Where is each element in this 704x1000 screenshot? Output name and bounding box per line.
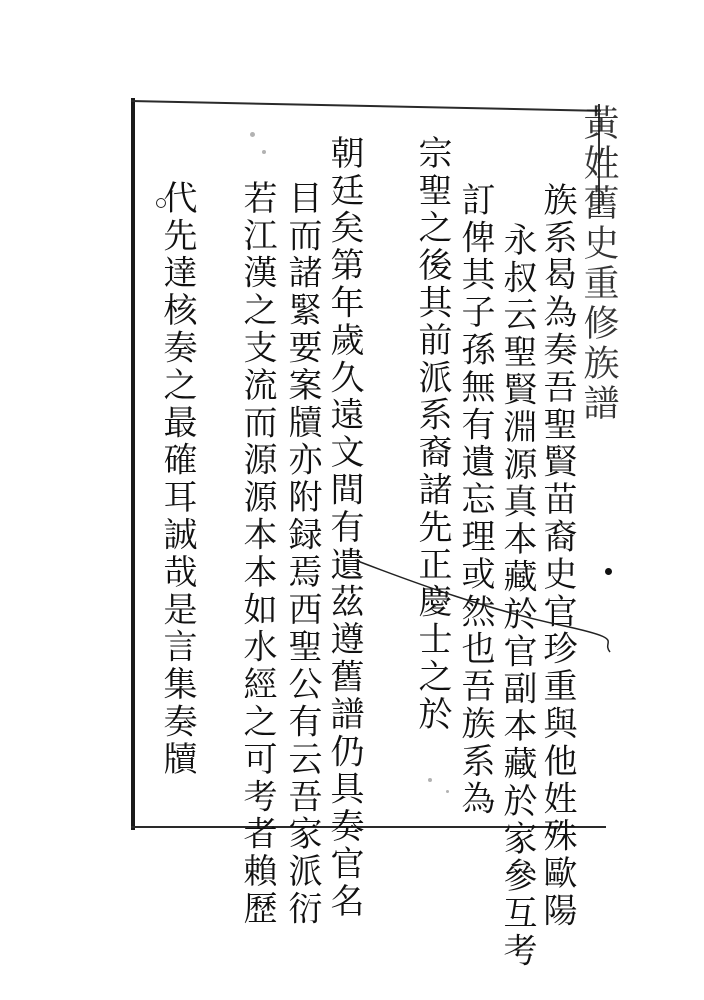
text-column-5: 朝廷矣第年歲久遠文間有遺茲遵舊譜仍具奏官名 bbox=[324, 135, 364, 921]
text-column-7: 若江漢之支流而源源本本如水經之可考者賴歷 bbox=[237, 180, 277, 928]
text-column-6: 目而諸緊要案牘亦附録焉西聖公有云吾家派衍 bbox=[282, 180, 322, 928]
paper-speck bbox=[250, 132, 255, 137]
stray-line bbox=[355, 560, 610, 652]
page-title: 黃姓舊史重修族譜 bbox=[578, 104, 619, 424]
paper-speck bbox=[262, 150, 266, 154]
text-column-4: 宗聖之後其前派系裔諸先正慶士之於 bbox=[412, 135, 452, 734]
paper-speck bbox=[300, 580, 303, 583]
text-column-3: 訂俾其子孫無有遺忘理或然也吾族系為 bbox=[455, 182, 495, 818]
paper-speck bbox=[446, 790, 449, 793]
paper-speck bbox=[428, 778, 432, 782]
text-column-8: 代先達核奏之最確耳誠哉是言集奏牘 bbox=[157, 180, 197, 779]
text-column-2: 永叔云聖賢淵源真本藏於官副本藏於家參互考 bbox=[497, 222, 537, 970]
text-column-1: 族系曷為奏吾聖賢苗裔史官珍重與他姓殊歐陽 bbox=[537, 182, 577, 930]
